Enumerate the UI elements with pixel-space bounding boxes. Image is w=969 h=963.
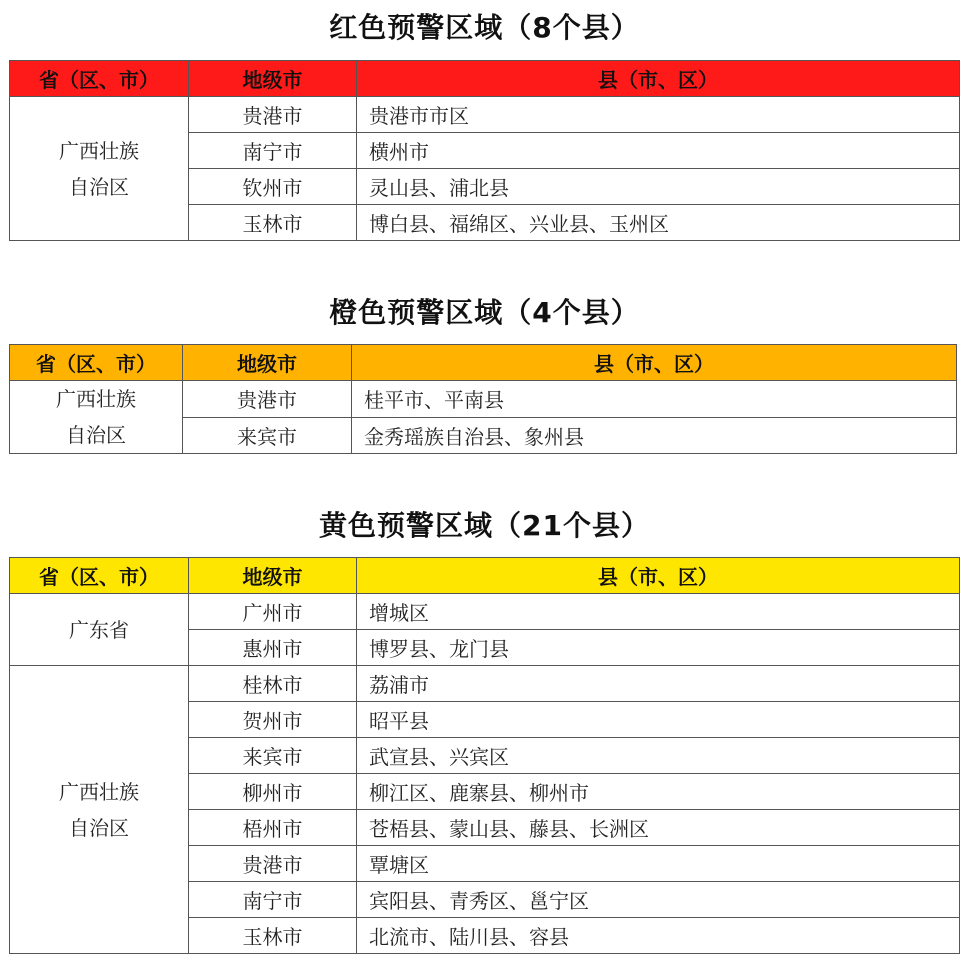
- county-cell: 金秀瑶族自治县、象州县: [352, 417, 957, 454]
- county-cell: 覃塘区: [357, 846, 960, 882]
- city-cell: 南宁市: [189, 133, 357, 169]
- city-cell: 贵港市: [189, 97, 357, 133]
- table-row: [10, 381, 957, 418]
- city-cell: 玉林市: [189, 205, 357, 241]
- city-cell: 广州市: [189, 594, 357, 630]
- county-cell: 武宣县、兴宾区: [357, 738, 960, 774]
- header-county: 县（市、区）: [352, 345, 957, 381]
- province-name-line1: 广西壮族: [59, 779, 139, 804]
- city-cell: 桂林市: [189, 666, 357, 702]
- header-city: 地级市: [189, 558, 357, 594]
- province-name-line2: 自治区: [69, 815, 129, 840]
- city-cell: 来宾市: [183, 417, 352, 454]
- city-cell: 贵港市: [183, 381, 352, 418]
- county-cell: 博白县、福绵区、兴业县、玉州区: [357, 205, 960, 241]
- table-header-row: [10, 558, 960, 594]
- orange-warning-table: [9, 344, 957, 454]
- county-cell: 博罗县、龙门县: [357, 630, 960, 666]
- header-city: 地级市: [183, 345, 352, 381]
- county-cell: 苍梧县、蒙山县、藤县、长洲区: [357, 810, 960, 846]
- county-cell: 桂平市、平南县: [352, 381, 957, 418]
- province-cell: 广东省: [10, 594, 189, 666]
- header-city: 地级市: [189, 61, 357, 97]
- red-warning-table: [9, 60, 960, 241]
- province-name-line1: 广西壮族: [56, 387, 136, 411]
- county-cell: 柳江区、鹿寨县、柳州市: [357, 774, 960, 810]
- header-province: 省（区、市）: [10, 558, 189, 594]
- province-cell: [10, 666, 189, 954]
- orange-section-title: 橙色预警区域（4个县）: [329, 296, 640, 329]
- county-cell: 贵港市市区: [357, 97, 960, 133]
- table-row: [10, 594, 960, 630]
- province-cell: [10, 381, 183, 454]
- county-cell: 昭平县: [357, 702, 960, 738]
- province-name-line2: 自治区: [69, 174, 129, 199]
- city-cell: 柳州市: [189, 774, 357, 810]
- yellow-section-title: 黄色预警区域（21个县）: [319, 509, 650, 542]
- county-cell: 北流市、陆川县、容县: [357, 918, 960, 954]
- county-cell: 横州市: [357, 133, 960, 169]
- city-cell: 惠州市: [189, 630, 357, 666]
- province-name-line2: 自治区: [66, 423, 126, 447]
- city-cell: 玉林市: [189, 918, 357, 954]
- yellow-warning-table: [9, 557, 960, 954]
- header-county: 县（市、区）: [357, 61, 960, 97]
- header-province: 省（区、市）: [10, 61, 189, 97]
- table-row: [10, 666, 960, 702]
- county-cell: 灵山县、浦北县: [357, 169, 960, 205]
- city-cell: 钦州市: [189, 169, 357, 205]
- city-cell: 来宾市: [189, 738, 357, 774]
- header-county: 县（市、区）: [357, 558, 960, 594]
- city-cell: 贺州市: [189, 702, 357, 738]
- table-header-row: [10, 61, 960, 97]
- province-cell: [10, 97, 189, 241]
- table-header-row: [10, 345, 957, 381]
- county-cell: 宾阳县、青秀区、邕宁区: [357, 882, 960, 918]
- header-province: 省（区、市）: [10, 345, 183, 381]
- county-cell: 荔浦市: [357, 666, 960, 702]
- city-cell: 贵港市: [189, 846, 357, 882]
- province-name-line1: 广西壮族: [59, 138, 139, 163]
- city-cell: 南宁市: [189, 882, 357, 918]
- county-cell: 增城区: [357, 594, 960, 630]
- city-cell: 梧州市: [189, 810, 357, 846]
- red-section-title: 红色预警区域（8个县）: [329, 11, 640, 44]
- table-row: [10, 97, 960, 133]
